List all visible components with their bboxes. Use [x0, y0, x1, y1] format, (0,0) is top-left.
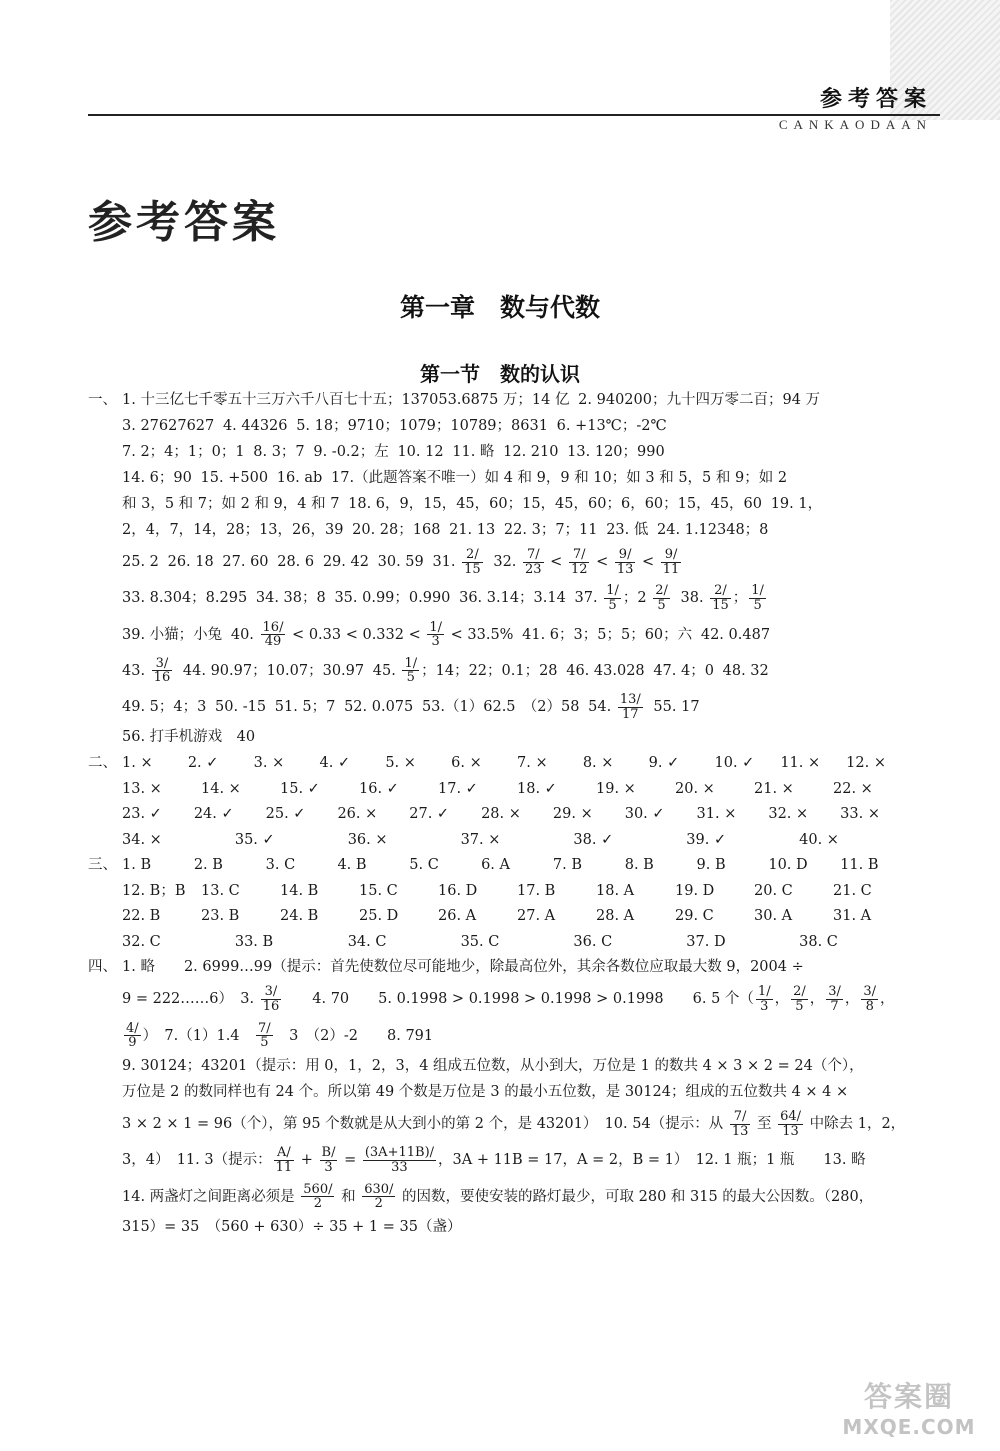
answer-item: 10. ✓	[714, 755, 755, 772]
answer-item: 54. $\frac{13/}{17}$	[588, 692, 641, 722]
answer-line	[122, 418, 912, 436]
answer-item: 1. ×	[122, 755, 153, 772]
answer-item: 28. ×	[481, 806, 521, 823]
answer-row	[122, 806, 912, 824]
answer-item: 37. D	[686, 933, 726, 950]
running-header-title: 参考答案	[819, 87, 932, 112]
running-header-pinyin: CANKAODAAN	[778, 117, 932, 132]
answer-item: 13. 120；990	[567, 444, 665, 460]
answer-line: 9. 30124；43201（提示：用 0，1，2，3，4 组成五位数，从小到大，万位是 1 的数共 4 × 3 × 2 = 24（个），	[122, 1057, 864, 1074]
answer-item: 34. ×	[122, 831, 162, 848]
answer-item: 19. ×	[596, 780, 636, 797]
answer-item: 2，4，7，14，28；13，26，39	[122, 522, 344, 538]
answer-item: 39. ✓	[686, 831, 727, 848]
answer-item: 27. 60	[222, 554, 269, 571]
answer-item: 4. B	[337, 857, 367, 874]
answer-item: 10. 12	[397, 444, 444, 460]
answer-item: 5. C	[409, 857, 439, 874]
answer-item: 36. C	[573, 933, 613, 950]
answer-item: 12. 210	[503, 444, 559, 460]
part-label: 四、	[88, 959, 117, 976]
answer-item: 13. ×	[122, 780, 162, 797]
answer-item: 34. C	[347, 933, 387, 950]
answer-item: 24. 1.12348；8	[657, 522, 769, 538]
answer-line: 万位是 2 的数同样也有 24 个。所以第 49 个数是万位是 3 的最小五位数，是 30124；组成的五位数共 4 × 4 ×	[122, 1083, 849, 1100]
answer-line: 1. 略 2. 6999…99（提示：首先使数位尽可能地少，除最高位外，其余各数位应取最大数 9，2004 ÷	[122, 959, 804, 976]
answer-item: 9. ✓	[648, 755, 680, 772]
watermark-logo	[844, 1371, 974, 1443]
answer-item: 33. 8.304；8.295	[122, 590, 248, 607]
fraction: $\frac{4/}{9}$	[126, 1020, 139, 1051]
fraction: $\frac{(3A+11B)/}{33}$	[364, 1145, 435, 1175]
answer-item: 11. ×	[780, 755, 821, 772]
answer-row	[122, 857, 912, 875]
answer-item: 22. ×	[833, 780, 873, 797]
answer-item: 12. B；B	[122, 882, 186, 899]
answer-item: 24. ✓	[193, 806, 234, 823]
answer-item: 21. 13	[449, 522, 496, 538]
answer-item: 23. ✓	[122, 806, 162, 823]
answer-line	[122, 693, 912, 721]
answer-item: 20. 28；168	[352, 522, 441, 538]
answer-item: 3. ×	[253, 755, 285, 772]
answer-item: 15. C	[359, 882, 398, 899]
answer-item: 1. 十三亿七千零五十三万六千八百七十五；137053.6875 万；14 亿	[122, 392, 570, 408]
answer-item: 20. C	[754, 882, 793, 899]
answer-item: 19. D	[675, 882, 715, 899]
fraction: $\frac{A/}{11}$	[275, 1145, 293, 1175]
fraction: $\frac{7/}{23}$	[525, 547, 542, 577]
answer-item: 17.（此题答案不唯一）如 4 和 9，9 和 10；如 3 和 5，5 和 9；如 2	[331, 470, 788, 486]
answer-item: 42. 0.487	[700, 626, 771, 643]
answer-line: 3，4） 11. 3（提示： $\frac{A/}{11}$ + $\frac{B/}{3}$ = $\frac{(3A+11B)/}{33}$ ，3A + 11B = 17，A = 2，B = 1） 12. 1 瓶；1 瓶 13. 略	[122, 1145, 866, 1175]
answer-item: 5. 18；9710；1079；10789；8631	[296, 418, 548, 434]
fraction: $\frac{1/}{3}$	[429, 619, 443, 650]
answer-line	[122, 470, 912, 488]
answer-item: 26. 18	[167, 554, 214, 571]
answer-row	[122, 908, 912, 926]
answer-item: 9. B	[696, 857, 726, 874]
fraction: $\frac{64/}{13}$	[780, 1108, 801, 1139]
part-1	[88, 392, 912, 747]
answer-item: 7. 2；4；1；0；1	[122, 444, 245, 460]
answer-item: 24. B	[280, 908, 319, 925]
answer-item: 52. 0.075	[344, 699, 414, 716]
answer-row	[122, 781, 912, 799]
answer-item: 14. 6；90	[122, 470, 192, 486]
answer-item: 3. C	[265, 857, 296, 874]
answer-item: 37. ×	[460, 831, 501, 848]
answer-row	[122, 934, 912, 952]
answer-item: 34. 38；8	[255, 590, 326, 607]
answer-item: 25. 2	[122, 554, 159, 571]
answer-item: 4. 44326	[222, 418, 288, 434]
answer-item: 6. +13℃；-2℃	[556, 418, 667, 434]
answer-item: 48. 32	[722, 662, 769, 679]
answer-line	[122, 444, 912, 462]
answer-item: 46. 43.028	[566, 662, 645, 679]
answer-item: 和 3，5 和 7；如 2 和 9，4 和 7	[122, 496, 340, 512]
answer-item: 35. C	[460, 933, 500, 950]
fraction: $\frac{7/}{13}$	[731, 1108, 749, 1139]
answer-item: 16. ab	[276, 470, 323, 486]
page-title: 参考答案	[88, 197, 280, 248]
answer-item: 38. C	[799, 933, 838, 950]
fraction: $\frac{3/}{16}$	[153, 655, 171, 686]
part-label: 二、	[88, 755, 117, 772]
answer-item: 28. A	[596, 908, 635, 925]
answer-line	[122, 729, 912, 747]
answer-item: 15. ✓	[280, 780, 320, 797]
answer-item: 30. ✓	[624, 806, 665, 823]
fraction: $\frac{1/}{3}$	[757, 984, 771, 1015]
part-label: 一、	[88, 392, 117, 408]
answer-line: 315）= 35 （560 + 630）÷ 35 + 1 = 35（盏）	[122, 1218, 462, 1235]
answer-item: 8. 3；7	[253, 444, 305, 460]
answer-item: 36. ×	[347, 831, 388, 848]
answer-item: 9. -0.2；左	[313, 444, 389, 460]
section-title: 第一节 数的认识	[420, 362, 580, 386]
answer-item: 25. ✓	[265, 806, 306, 823]
answer-item: 8. B	[624, 857, 654, 874]
fraction: $\frac{1/}{5}$	[606, 583, 619, 613]
fraction: $\frac{13/}{17}$	[619, 692, 641, 722]
fraction: $\frac{9/}{11}$	[662, 547, 680, 577]
answer-item: 17. B	[517, 882, 556, 899]
fraction: $\frac{2/}{5}$	[793, 984, 806, 1015]
part-2	[88, 755, 912, 850]
answer-item: 25. D	[359, 908, 399, 925]
part-3-body	[88, 857, 912, 952]
answer-item: 31. $\frac{2/}{15}$	[432, 547, 481, 577]
answer-item: 19. 1，	[770, 496, 823, 512]
answer-item: 26. ×	[337, 806, 378, 823]
answer-item: 7. B	[552, 857, 583, 874]
fraction: $\frac{630/}{2}$	[364, 1181, 394, 1212]
answer-item: 27. ✓	[409, 806, 450, 823]
answer-item: 47. 4；0	[653, 662, 714, 679]
answer-item: 6. ×	[451, 755, 482, 772]
answer-item: 22. 3；7；11	[503, 522, 598, 538]
fraction: $\frac{B/}{3}$	[321, 1145, 336, 1175]
answer-item: 3. 27627627	[122, 418, 215, 434]
fraction: $\frac{3/}{8}$	[863, 984, 877, 1015]
answer-item: 2. B	[193, 857, 223, 874]
answer-item: 8. ×	[582, 755, 614, 772]
part-4-body	[88, 959, 912, 1236]
answer-item: 29. 42	[322, 554, 369, 571]
answer-row	[122, 755, 912, 773]
answer-item: 29. ×	[552, 806, 593, 823]
answer-item: 17. ✓	[438, 780, 478, 797]
answer-item: 49. 5；4；3	[122, 699, 207, 716]
answer-item: 32. ×	[768, 806, 809, 823]
fraction: $\frac{2/}{5}$	[655, 583, 668, 613]
answer-item: 38. ✓	[573, 831, 614, 848]
answer-item: 33. B	[234, 933, 274, 950]
chapter-title: 第一章 数与代数	[399, 293, 600, 322]
answer-item: 43. $\frac{3/}{16}$	[122, 655, 171, 686]
answer-row	[122, 883, 912, 901]
part-1-body	[88, 392, 912, 747]
part-label: 三、	[88, 857, 117, 874]
answer-line	[122, 657, 912, 685]
answer-line: 3 × 2 × 1 = 96（个），第 95 个数就是从大到小的第 2 个，是 43201） 10. 54（提示：从 $\frac{7/}{13}$ 至 $\frac{64/}{13}$ 中除去 1，2，	[122, 1108, 906, 1139]
answer-item: 18. 6，9，15，45，60；15，45，60；6，60；15，45，60	[348, 496, 762, 512]
answer-item: 13. C	[201, 882, 240, 899]
fraction: $\frac{3/}{16}$	[262, 984, 280, 1015]
answer-content	[88, 392, 912, 1245]
answer-item: 36. 3.14；3.14	[459, 590, 566, 607]
answer-item: 30. 59	[377, 554, 424, 571]
answer-item: 35. ✓	[234, 831, 275, 848]
answer-item: 44. 90.97；10.07；30.97	[182, 662, 365, 679]
answer-item: 32. $\frac{7/}{23}$ < $\frac{7/}{12}$ < $\frac{9/}{13}$ < $\frac{9/}{11}$	[493, 547, 680, 577]
answer-item: 23. B	[201, 908, 240, 925]
answer-item: 21. ×	[754, 780, 794, 797]
answer-item: 37. $\frac{1/}{5}$ ；2 $\frac{2/}{5}$	[574, 583, 668, 613]
answer-item: 51. 5；7	[274, 699, 336, 716]
answer-item: 16. ✓	[359, 780, 399, 797]
answer-item: 40. $\frac{16/}{49}$ < 0.33 < 0.332 < $\frac{1/}{3}$ < 33.5%	[230, 619, 514, 650]
answer-item: 28. 6	[277, 554, 315, 571]
fraction: $\frac{9/}{13}$	[616, 547, 634, 577]
answer-line	[122, 548, 912, 576]
answer-item: 45. $\frac{1/}{5}$ ；14；22；0.1；28	[372, 655, 558, 686]
answer-item: 18. A	[596, 882, 635, 899]
answer-line: $\frac{4/}{9}$ ） 7.（1）1.4 $\frac{7/}{5}$ 3 （2）-2 8. 791	[126, 1020, 434, 1051]
answer-line	[122, 496, 912, 514]
answer-item: 55. 17	[653, 699, 700, 716]
answer-item: 27. A	[517, 908, 556, 925]
answer-item: 2. ✓	[187, 755, 219, 772]
part-3	[88, 857, 912, 952]
answer-item: 41. 6；3；5；5；60；六	[522, 626, 693, 643]
part-4	[88, 959, 912, 1236]
answer-item: 7. ×	[517, 755, 548, 772]
answer-item: 11. 略	[452, 444, 495, 460]
answer-item: 6. A	[481, 857, 510, 874]
answer-line	[122, 392, 912, 410]
answer-item: 11. B	[840, 857, 879, 874]
fraction: $\frac{560/}{2}$	[303, 1181, 333, 1212]
answer-item: 22. B	[122, 908, 161, 925]
answer-item: 39. 小猫；小兔	[122, 626, 223, 643]
answer-item: 16. D	[438, 882, 478, 899]
answer-item: 15. +500	[200, 470, 269, 486]
fraction: $\frac{7/}{5}$	[258, 1020, 271, 1051]
answer-item: 38. $\frac{2/}{15}$ ； $\frac{1/}{5}$	[680, 583, 764, 613]
answer-item: 56. 打手机游戏 40	[122, 729, 256, 746]
answer-item: 20. ×	[675, 780, 715, 797]
answer-item: 31. A	[833, 908, 872, 925]
answer-item: 5. ×	[385, 755, 416, 772]
answer-item: 29. C	[675, 908, 714, 925]
answer-item: 33. ×	[840, 806, 880, 823]
answer-line: 14. 两盏灯之间距离必须是 $\frac{560/}{2}$ 和 $\frac{630/}{2}$ 的因数，要使安装的路灯最少，可取 280 和 315 的最大公因数。（280，	[122, 1181, 874, 1212]
watermark-en: MXQE.COM	[842, 1415, 976, 1439]
fraction: $\frac{1/}{5}$	[404, 655, 418, 686]
answer-item: 23. 低	[606, 522, 649, 538]
answer-item: 1. B	[122, 857, 152, 874]
fraction: $\frac{2/}{15}$	[464, 547, 481, 577]
fraction: $\frac{1/}{5}$	[751, 583, 764, 613]
header-rule	[88, 114, 940, 116]
answer-item: 12. ×	[846, 755, 886, 772]
answer-item: 32. C	[122, 933, 161, 950]
answer-item: 53.（1）62.5 （2）58	[421, 699, 580, 716]
answer-item: 40. ×	[799, 831, 839, 848]
answer-item: 26. A	[438, 908, 477, 925]
answer-item: 10. D	[768, 857, 808, 874]
answer-item: 18. ✓	[517, 780, 557, 797]
watermark-cn: 答案圈	[863, 1380, 954, 1413]
answer-item: 35. 0.99；0.990	[334, 590, 451, 607]
fraction: $\frac{16/}{49}$	[262, 619, 284, 650]
answer-item: 4. ✓	[319, 755, 351, 772]
answer-item: 31. ×	[696, 806, 737, 823]
answer-item: 21. C	[833, 882, 872, 899]
part-2-body	[88, 755, 912, 850]
answer-item: 30. A	[754, 908, 793, 925]
answer-line	[122, 522, 912, 540]
answer-item: 14. ×	[201, 780, 241, 797]
answer-line	[122, 621, 912, 649]
fraction: $\frac{2/}{15}$	[712, 583, 729, 613]
answer-item: 50. -15	[215, 699, 267, 716]
answer-item: 2. 940200；九十四万零二百；94 万	[578, 392, 821, 408]
answer-line	[122, 584, 912, 612]
answer-item: 14. B	[280, 882, 319, 899]
answer-line: 9 = 222……6） 3. $\frac{3/}{16}$ 4. 70 5. 0.1998 > 0.1998 > 0.1998 > 0.1998 6. 5 个（ $\frac{1/}{3}$ ， $\frac{2/}{5}$ ， $\frac{3/}{7}$ ， $\frac{3/}{8}$ ，	[122, 984, 895, 1015]
fraction: $\frac{7/}{12}$	[570, 547, 588, 577]
answer-row	[122, 832, 912, 850]
fraction: $\frac{3/}{7}$	[828, 984, 841, 1015]
